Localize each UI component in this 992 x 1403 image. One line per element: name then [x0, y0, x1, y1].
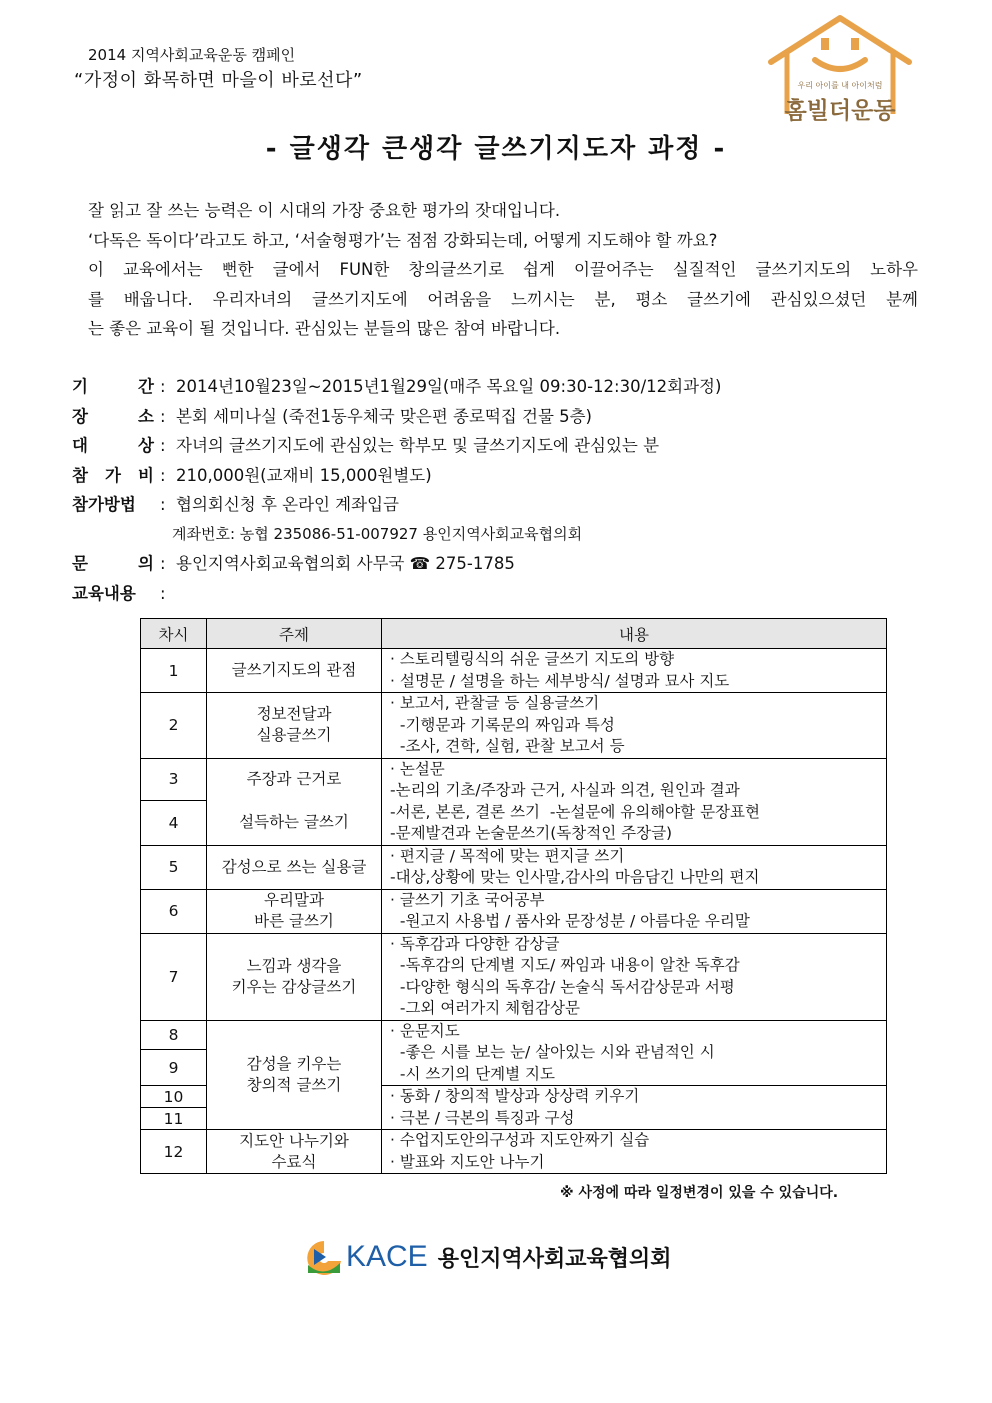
session-content: · 논설문 -논리의 기초/주장과 근거, 사실과 의견, 원인과 결과 -서론, 본론, 결론 쓰기 -논설문에 유의해야할 문장표현 -문제발견과 논술문쓰기(독창적인 주장글)	[382, 758, 887, 845]
info-label: 참 가 비	[72, 465, 154, 485]
session-topic: 글쓰기지도의 관점	[207, 649, 382, 693]
session-number: 4	[141, 801, 207, 845]
logo-tagline: 우리 아이를 내 아이처럼	[797, 81, 883, 90]
info-label: 문 의	[72, 554, 154, 573]
session-topic: 우리말과 바른 글쓰기	[207, 889, 382, 933]
intro-line: 는 좋은 교육이 될 것입니다. 관심있는 분들의 많은 참여 바랍니다.	[88, 319, 561, 338]
info-value: 협의회신청 후 온라인 계좌입금	[176, 495, 399, 514]
session-number: 7	[141, 933, 207, 1020]
schedule-table	[140, 618, 887, 1174]
table-header: 내용	[382, 619, 887, 649]
intro-line: 잘 읽고 잘 쓰는 능력은 이 시대의 가장 중요한 평가의 잣대입니다.	[88, 201, 561, 220]
org-name: 용인지역사회교육협의회	[437, 1246, 672, 1272]
kace-letters: KACE	[346, 1240, 428, 1273]
info-value: 210,000원(교재비 15,000원별도)	[176, 465, 432, 485]
session-topic: 설득하는 글쓰기	[207, 801, 382, 845]
info-value: 2014년10월23일~2015년1월29일(매주 목요일 09:30-12:30/12회과정)	[176, 377, 722, 396]
session-content: · 수업지도안의구성과 지도안짜기 실습 · 발표와 지도안 나누기	[382, 1130, 887, 1174]
session-content: · 독후감과 다양한 감상글 -독후감의 단계별 지도/ 짜임과 내용이 알찬 독후감 -다양한 형식의 독후감/ 논술식 독서감상문과 서평 -그외 여러가지 체험감상문	[382, 933, 887, 1020]
session-content: · 보고서, 관찰글 등 실용글쓰기 -기행문과 기록문의 짜임과 특성 -조사, 견학, 실험, 관찰 보고서 등	[382, 693, 887, 759]
intro-line: 를 배웁니다. 우리자녀의 글쓰기지도에 어려움을 느끼시는 분, 평소 글쓰기에 관심있으셨던 분께	[88, 289, 918, 309]
kace-emblem-icon	[304, 1239, 344, 1275]
intro-line: ‘다독은 독이다’라고도 하고, ‘서술형평가’는 점점 강화되는데, 어떻게 지도해야 할 까요?	[88, 230, 718, 250]
logo-text: 홈빌더운동	[784, 98, 896, 124]
session-number: 9	[141, 1050, 207, 1086]
table-row	[141, 758, 887, 801]
info-label: 교육내용	[72, 583, 136, 603]
info-value: 용인지역사회교육협의회 사무국 ☎ 275-1785	[176, 554, 515, 573]
session-number: 12	[141, 1130, 207, 1174]
intro-paragraph	[88, 196, 918, 344]
kace-logo	[304, 1238, 671, 1276]
info-label: 참가방법	[72, 495, 136, 514]
session-number: 10	[141, 1086, 207, 1108]
info-row-target: 대 상 : 자녀의 글쓰기지도에 관심있는 학부모 및 글쓰기지도에 관심있는 분	[72, 431, 932, 461]
table-row	[141, 889, 887, 933]
info-value: 본회 세미나실 (죽전1동우체국 맞은편 종로떡집 건물 5층)	[176, 406, 592, 426]
session-content: · 스토리텔링식의 쉬운 글쓰기 지도의 방향 · 설명문 / 설명을 하는 세부방식/ 설명과 묘사 지도	[382, 649, 887, 693]
table-row	[141, 649, 887, 693]
table-row	[141, 1020, 887, 1050]
session-topic: 감성을 키우는 창의적 글쓰기	[207, 1020, 382, 1130]
info-row-place: 장 소 : 본회 세미나실 (죽전1동우체국 맞은편 종로떡집 건물 5층)	[72, 402, 932, 432]
session-number: 6	[141, 889, 207, 933]
session-topic: 감성으로 쓰는 실용글	[207, 845, 382, 889]
campaign-label: 2014 지역사회교육운동 캠페인	[88, 46, 296, 64]
table-header: 차시	[141, 619, 207, 649]
session-content: · 동화 / 창의적 발상과 상상력 키우기 · 극본 / 극본의 특징과 구성	[382, 1086, 887, 1130]
intro-line: 이 교육에서는 뻔한 글에서 FUN한 창의글쓰기로 쉽게 이끌어주는 실질적인 글쓰기지도의 노하우	[88, 260, 918, 279]
table-row	[141, 845, 887, 889]
session-content: · 글쓰기 기초 국어공부 -원고지 사용법 / 품사와 문장성분 / 아름다운 우리말	[382, 889, 887, 933]
session-content: · 편지글 / 목적에 맞는 편지글 쓰기 -대상,상황에 맞는 인사말,감사의 마음담긴 나만의 편지	[382, 845, 887, 889]
info-row-fee: 참 가 비 : 210,000원(교재비 15,000원별도)	[72, 461, 932, 491]
info-row-content: 교육내용 :	[72, 579, 932, 609]
session-content: · 운문지도 -좋은 시를 보는 눈/ 살아있는 시와 관념적인 시 -시 쓰기의 단계별 지도	[382, 1020, 887, 1086]
session-topic: 느낌과 생각을 키우는 감상글쓰기	[207, 933, 382, 1020]
account-info: 계좌번호: 농협 235086-51-007927 용인지역사회교육협의회	[172, 524, 583, 543]
session-number: 11	[141, 1108, 207, 1130]
info-label: 기 간	[72, 377, 154, 396]
session-topic: 정보전달과 실용글쓰기	[207, 693, 382, 759]
info-row-method: 참가방법 : 협의회신청 후 온라인 계좌입금	[72, 490, 932, 520]
table-header: 주제	[207, 619, 382, 649]
table-row	[141, 933, 887, 1020]
info-row-period: 기 간 : 2014년10월23일~2015년1월29일(매주 목요일 09:30-12:30/12회과정)	[72, 372, 932, 402]
info-block	[72, 372, 932, 608]
session-number: 3	[141, 758, 207, 801]
schedule-change-note: ※ 사정에 따라 일정변경이 있을 수 있습니다.	[560, 1185, 839, 1201]
info-label: 장 소	[72, 406, 154, 426]
session-number: 5	[141, 845, 207, 889]
table-row	[141, 1130, 887, 1174]
session-number: 2	[141, 693, 207, 759]
session-topic: 지도안 나누기와 수료식	[207, 1130, 382, 1174]
table-row	[141, 693, 887, 759]
slogan: “가정이 화목하면 마을이 바로선다”	[74, 70, 363, 91]
session-number: 1	[141, 649, 207, 693]
page-title: - 글생각 큰생각 글쓰기지도자 과정 -	[265, 134, 727, 164]
info-row-contact: 문 의 : 용인지역사회교육협의회 사무국 ☎ 275-1785	[72, 549, 932, 579]
info-label: 대 상	[72, 436, 154, 455]
info-value: 자녀의 글쓰기지도에 관심있는 학부모 및 글쓰기지도에 관심있는 분	[176, 436, 660, 455]
table-header-row	[141, 619, 887, 649]
session-number: 8	[141, 1020, 207, 1050]
session-topic: 주장과 근거로	[207, 758, 382, 801]
